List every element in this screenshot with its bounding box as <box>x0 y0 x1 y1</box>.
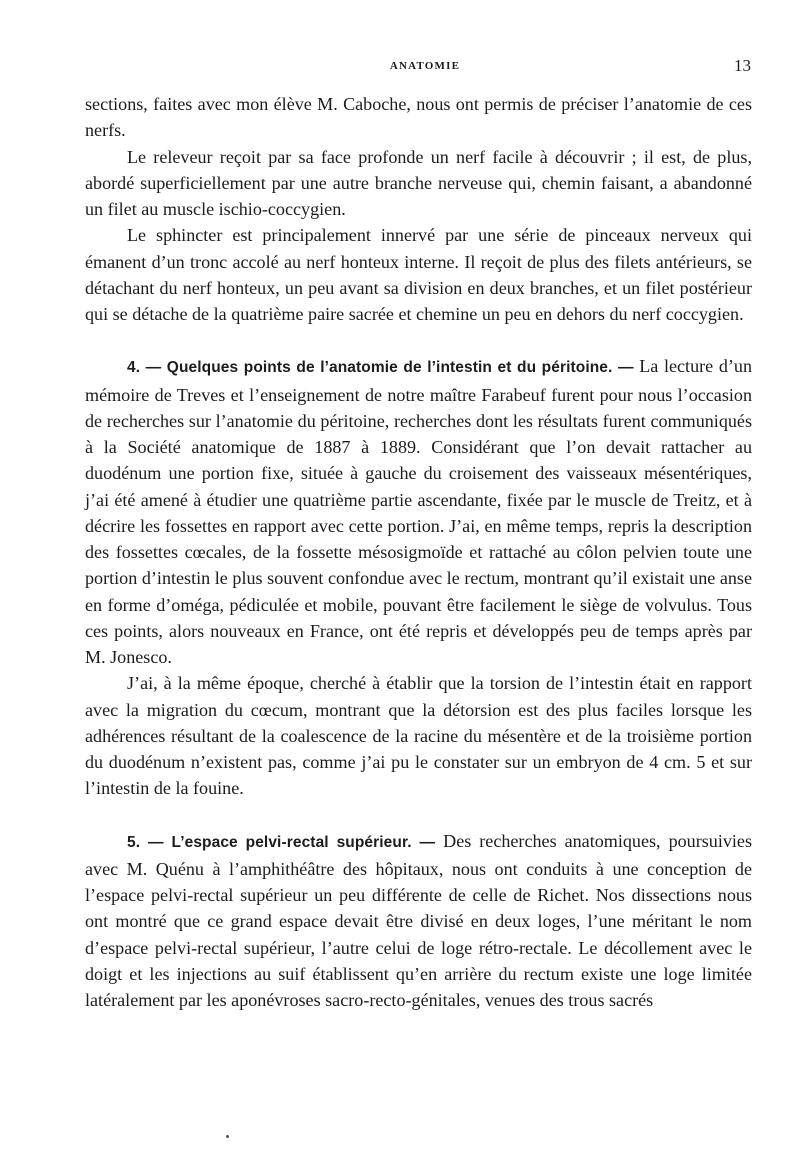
paragraph-continuation: sections, faites avec mon élève M. Caboche, nous ont permis de préciser l’anatomie de ces nerfs. <box>85 94 752 141</box>
paragraph-releveur: Le releveur reçoit par sa face profonde un nerf facile à découvrir ; il est, de plus, abordé superficiellement par une autre branche nerveuse qui, chemin faisant, a abandonné un filet au muscle ischio-coccygien. <box>85 146 752 219</box>
paragraph-torsion: J’ai, à la même époque, cherché à établir que la torsion de l’intestin était en rapport avec la migration du cœcum, montrant que la détorsion est des plus faciles lorsque les adhérences résultant de la coalescence de la racine du mésentère et de la troisième portion du duodénum n’existent pas, comme j’ai pu le constater sur un embryon de 4 cm. 5 et sur l’intestin de la fouine. <box>85 673 752 799</box>
section-5-text: Des recherches anatomiques, poursuivies avec M. Quénu à l’amphithéâtre des hôpitaux, nous ont conduits à une conception de l’espace pelvi-rectal supérieur un peu différente de celle de Richet. Nos dissections nous ont montré que ce grand espace devait être divisé en deux loges, l’une méritant le nom d’espace pelvi-rectal supérieur, l’autre celui de loge rétro-rectale. Le décollement avec le doigt et les injections au suif établissent qu’en arrière du rectum existe une loge limitée latéralement par les aponévroses sacro-recto-génitales, venues des trous sacrés <box>85 830 752 1010</box>
section-4-heading: 4. — Quelques points de l’anatomie de l’intestin et du péritoine. — <box>127 359 634 377</box>
section-5-heading: 5. — L’espace pelvi-rectal supérieur. — <box>127 833 436 851</box>
running-head <box>85 56 765 76</box>
print-speck <box>226 1135 229 1138</box>
section-4-text: La lecture d’un mémoire de Treves et l’enseignement de notre maître Farabeuf furent pour nous l’occasion de recherches sur l’anatomie du péritoine, recherches dont les résultats furent communiqués à la Société anatomique de 1887 à 1889. Considérant que l’on devait rattacher au duodénum une portion fixe, située à gauche du croisement des vaisseaux mésentériques, j’ai été amené à étudier une quatrième partie ascendante, fixée par le muscle de Treitz, et à décrire les fossettes en rapport avec cette portion. J’ai, en même temps, repris la description des fossettes cœcales, de la fossette mésosigmoïde et rattaché au côlon pelvien toute une portion d’intestin le plus souvent confondue avec le rectum, montrant qu’il existait une anse en forme d’oméga, pédiculée et mobile, pouvant être facilement le siège de volvulus. Tous ces points, alors nouveaux en France, ont été repris et développés peu de temps après par M. Jonesco. <box>85 356 753 667</box>
body-text <box>85 91 752 1013</box>
section-5 <box>85 828 752 1014</box>
running-title: ANATOMIE <box>389 60 461 72</box>
paragraph-sphincter: Le sphincter est principalement innervé par une série de pinceaux nerveux qui émanent d’un tronc accolé au nerf honteux interne. Il reçoit de plus des filets antérieurs, se détachant du nerf honteux, un peu avant sa division en deux branches, et un filet postérieur qui se détache de la quatrième paire sacrée et chemine un peu en dehors du nerf coccygien. <box>85 225 752 324</box>
section-4 <box>85 353 752 670</box>
page-number: 13 <box>734 56 751 75</box>
